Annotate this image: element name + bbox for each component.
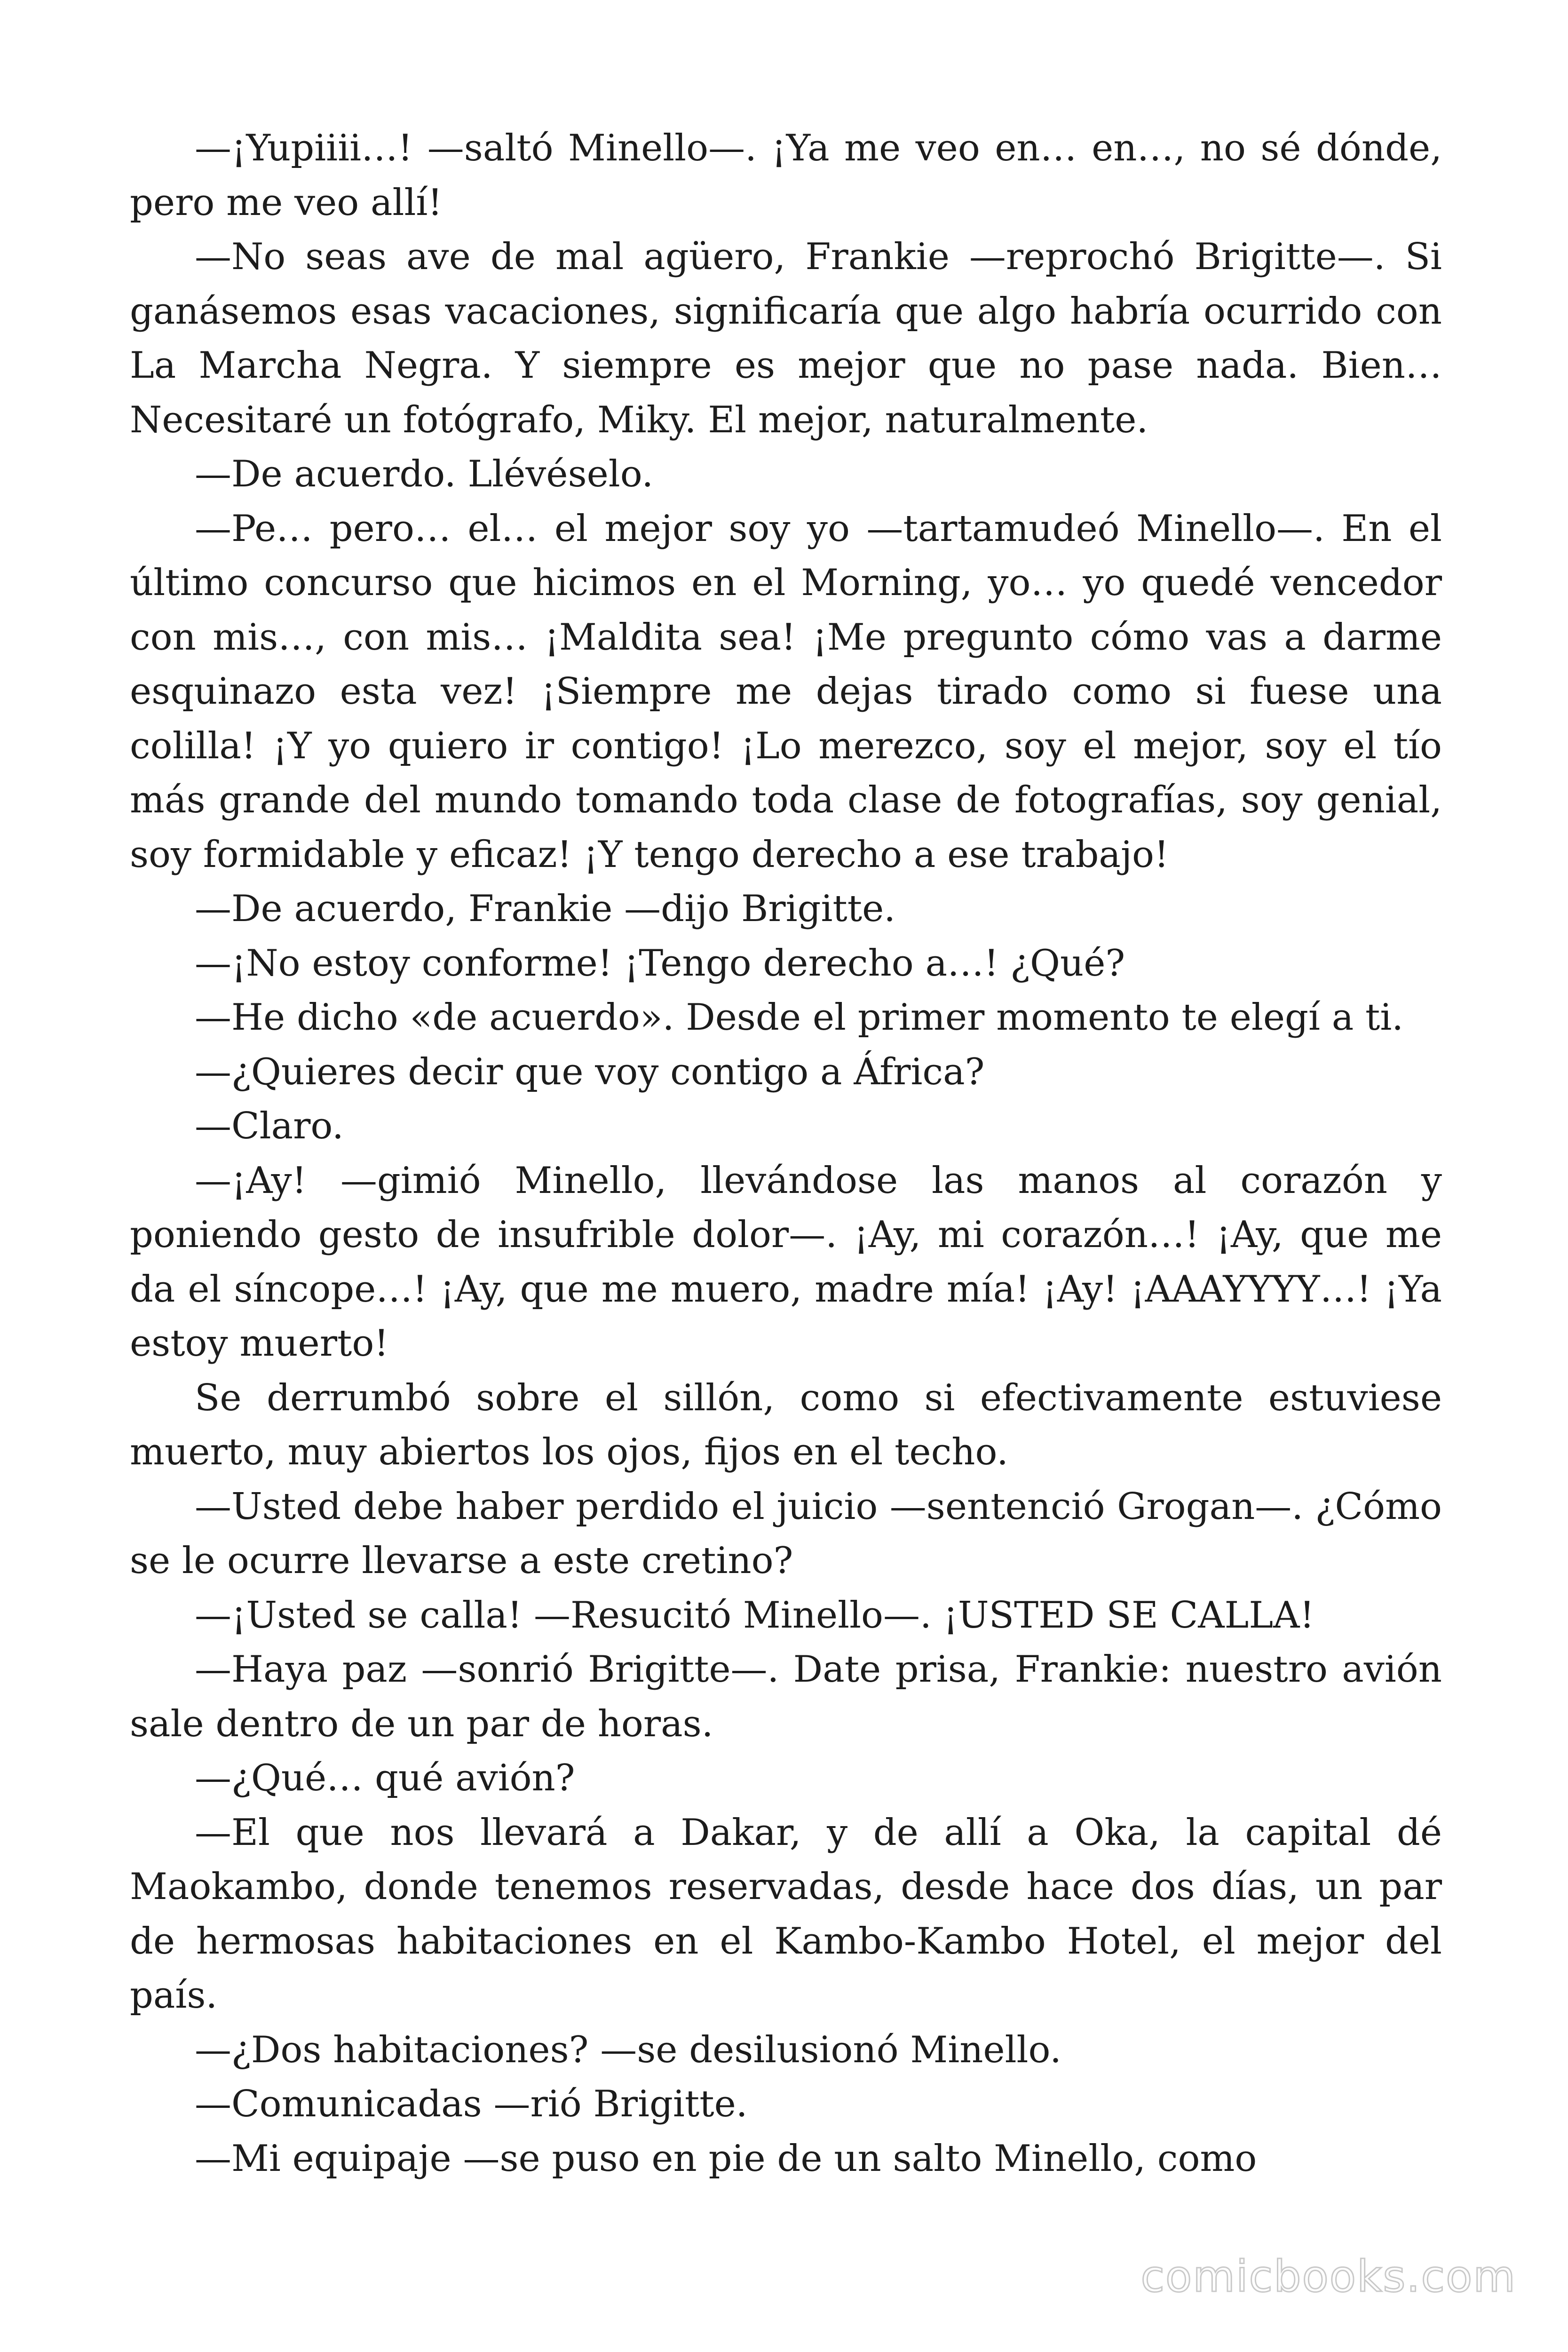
paragraph: Se derrumbó sobre el sillón, como si efectivamente estuviese muerto, muy abiertos los ojos, fijos en el techo. [130,1376,1442,1473]
paragraph: —¿Quieres decir que voy contigo a África? [195,1050,985,1093]
paragraph: —¡No estoy conforme! ¡Tengo derecho a…! ¿Qué? [195,942,1125,985]
paragraph: —Claro. [195,1105,344,1147]
paragraph: —Pe… pero… el… el mejor soy yo —tartamudeó Minello—. En el último concurso que hicimos en el Morning, yo… yo quedé vencedor con mis…, con mis… ¡Maldita sea! ¡Me pregunto cómo vas a darme esquinazo esta vez! ¡Siempre me dejas tirado como si fuese una colilla! ¡Y yo quiero ir contigo! ¡Lo merezco, soy el mejor, soy el tío más grande del mundo tomando toda clase de fotografías, soy genial, soy formidable y eficaz! ¡Y tengo derecho a ese trabajo! [130,507,1442,876]
watermark: comicbooks.com [1140,2251,1516,2302]
paragraph: —Haya paz —sonrió Brigitte—. Date prisa, Frankie: nuestro avión sale dentro de un par de horas. [130,1648,1442,1745]
page-body-text [130,121,1442,2186]
paragraph: —¿Qué… qué avión? [195,1757,575,1799]
paragraph: —He dicho «de acuerdo». Desde el primer momento te elegí a ti. [195,996,1404,1039]
paragraph: —¡Yupiiii…! —saltó Minello—. ¡Ya me veo en… en…, no sé dónde, pero me veo allí! [130,127,1442,224]
paragraph: —No seas ave de mal agüero, Frankie —reprochó Brigitte—. Si ganásemos esas vacaciones, significaría que algo habría ocurrido con La Marcha Negra. Y siempre es mejor que no pase nada. Bien… Necesitaré un fotógrafo, Miky. El mejor, naturalmente. [130,236,1442,441]
paragraph: —Usted debe haber perdido el juicio —sentenció Grogan—. ¿Cómo se le ocurre llevarse a este cretino? [130,1485,1442,1582]
paragraph: —¿Dos habitaciones? —se desilusionó Minello. [195,2028,1061,2071]
paragraph: —¡Usted se calla! —Resucitó Minello—. ¡USTED SE CALLA! [195,1594,1315,1637]
paragraph: —¡Ay! —gimió Minello, llevándose las manos al corazón y poniendo gesto de insufrible dolor—. ¡Ay, mi corazón…! ¡Ay, que me da el síncope…! ¡Ay, que me muero, madre mía! ¡Ay! ¡AAAYYYY…! ¡Ya estoy muerto! [130,1159,1442,1365]
paragraph: —De acuerdo. Llévéselo. [195,453,654,495]
paragraph: —El que nos llevará a Dakar, y de allí a Oka, la capital dé Maokambo, donde tenemos reservadas, desde hace dos días, un par de hermosas habitaciones en el Kambo-Kambo Hotel, el mejor del país. [130,1811,1442,2017]
paragraph: —Mi equipaje —se puso en pie de un salto Minello, como [195,2137,1257,2180]
paragraph: —De acuerdo, Frankie —dijo Brigitte. [195,888,896,930]
paragraph: —Comunicadas —rió Brigitte. [195,2083,748,2125]
